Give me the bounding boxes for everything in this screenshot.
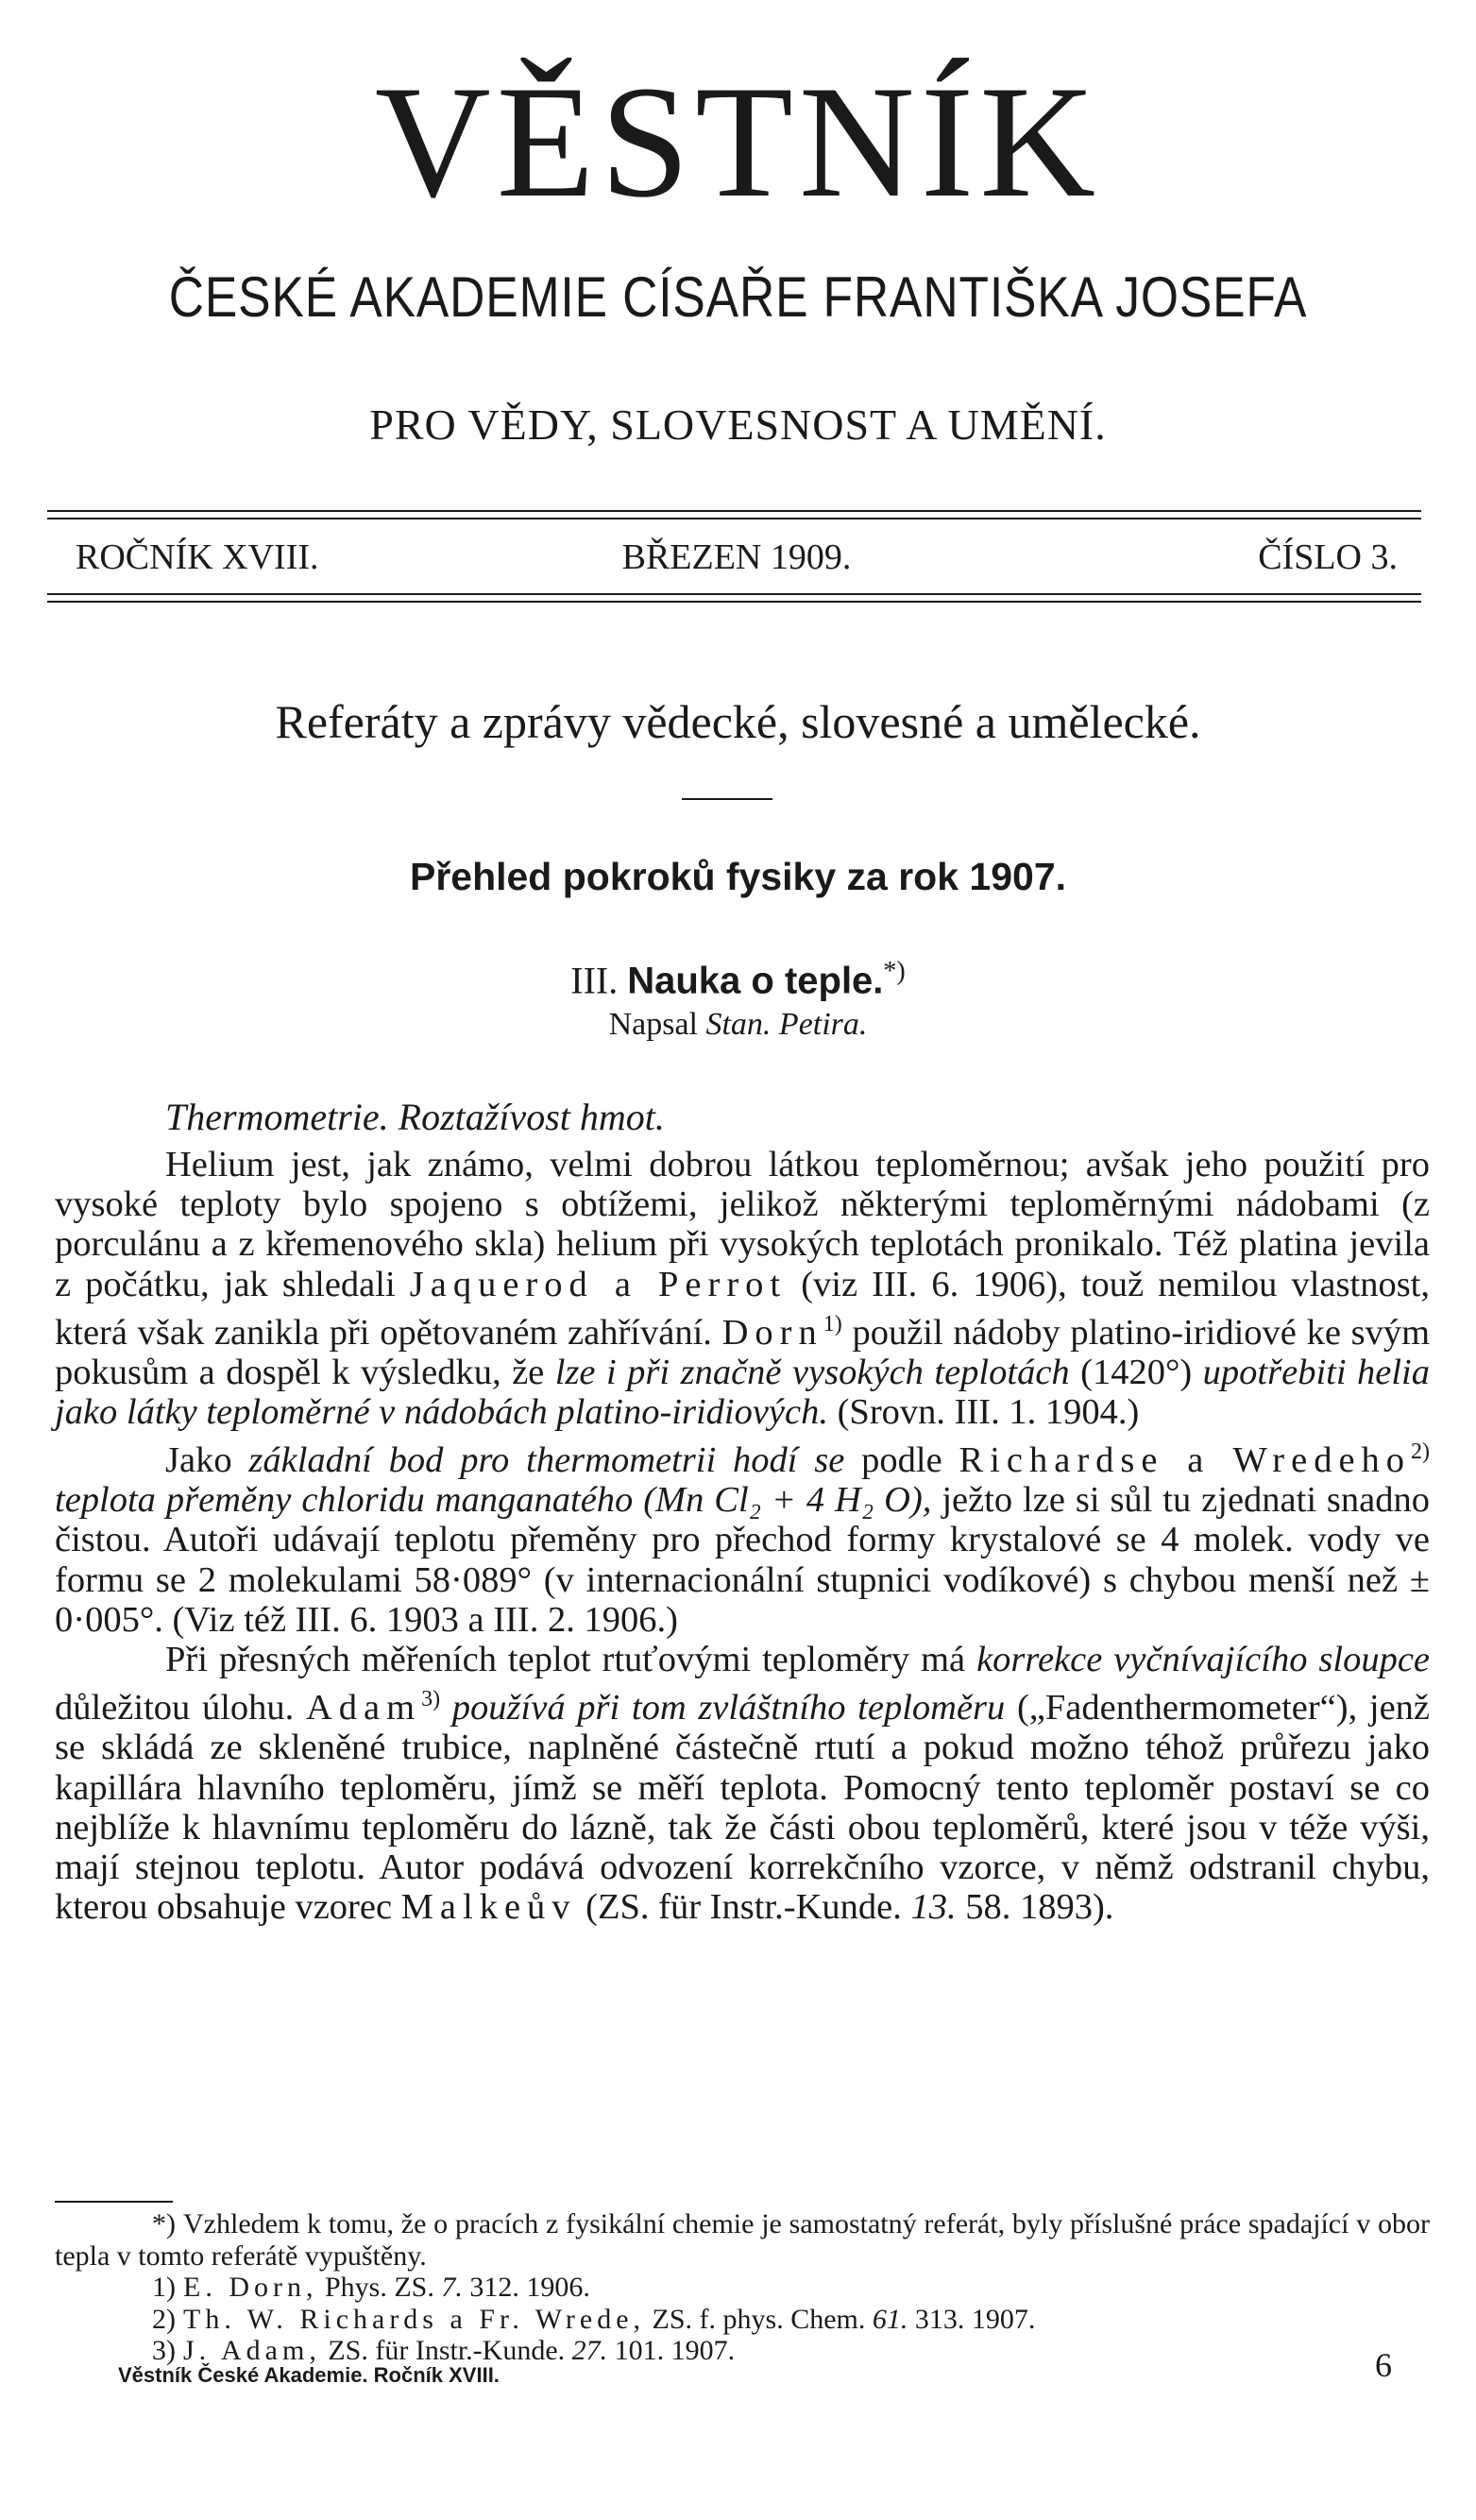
emphasis-run: základní bod pro thermometrii hodí se bbox=[248, 1440, 845, 1481]
text-run: (1420°) bbox=[1080, 1352, 1193, 1392]
author-ref-jaquerod-perrot: Jaquerod a Perrot bbox=[409, 1264, 788, 1304]
text-run: Helium jest, jak známo, velmi dobrou látkou teploměrnou; avšak jeho použití pro vysoké teploty bylo spojeno s obtížemi, jelikož některými teploměrnými nádobami (z porculánu a z křemenového skla) helium při vysokých teplotách pronikalo. Též platina jevila z počátku, jak shledali bbox=[55, 1145, 1430, 1304]
footnote-ref: 2) bbox=[1411, 1439, 1431, 1465]
paragraph-helium bbox=[55, 1145, 1430, 1432]
emphasis-run: korrekce vyčnívajícího sloupce bbox=[976, 1640, 1431, 1680]
footnote-marker: 1) bbox=[152, 2272, 176, 2303]
emphasis-run: upotřebiti helia jako látky teploměrné v nádobách platino-iridiových. bbox=[55, 1352, 1430, 1433]
article-body bbox=[55, 1145, 1430, 1927]
author-ref-adam: Adam bbox=[306, 1688, 422, 1728]
paragraph-thermometry bbox=[55, 1432, 1430, 1640]
footnote-text: 312. 1906. bbox=[469, 2272, 590, 2303]
footnote-text: ZS. für Instr.-Kunde. bbox=[328, 2335, 566, 2366]
issue-number: ČÍSLO 3. bbox=[1258, 537, 1398, 577]
author-prefix: Napsal bbox=[608, 1007, 698, 1042]
footnote-text: 313. 1907. bbox=[914, 2303, 1036, 2335]
issue-date: BŘEZEN 1909. bbox=[621, 537, 852, 577]
footnote-text: Phys. ZS. bbox=[324, 2272, 434, 2303]
header-rule-top bbox=[47, 510, 1421, 512]
text-run: (viz III. 6. 1906), touž nemilou vlastnost, která však zanikla při opětovaném zahřívání. bbox=[55, 1264, 1430, 1353]
author-line bbox=[0, 1004, 1476, 1046]
part-footnote-mark: *) bbox=[883, 957, 906, 986]
header-rule-bottom bbox=[47, 601, 1421, 603]
footnote-2 bbox=[55, 2304, 1430, 2336]
part-title bbox=[0, 947, 1476, 1005]
footer-journal: Věstník České Akademie. Ročník XVIII. bbox=[118, 2363, 500, 2387]
footnote-volume: 61. bbox=[872, 2303, 908, 2335]
part-numeral: III. bbox=[570, 959, 619, 1002]
author-name: Stan. Petira. bbox=[705, 1007, 868, 1042]
text-run: („Fadenthermometer“), jenž se skládá ze skleněné trubice, naplněné částečně rtutí a pokud možno téhož průřezu jako kapillára hlavního teploměru, jímž se měří teplota. Pomocný tento teploměr postaví se co nejblíže k hlavnímu teploměru do lázně, tak že části obou teploměrů, které jsou v téže výši, mají stejnou teplotu. Autor podává odvození korrekčního vzorce, v němž odstranil chybu, kterou obsahuje vzorec bbox=[55, 1688, 1431, 1928]
author-ref-richards-wrede: Richardse a Wredeho bbox=[959, 1440, 1412, 1481]
footnote-volume: 7. bbox=[441, 2272, 463, 2303]
chemical-formula: (Mn Cl₂ + 4 H₂ O), bbox=[643, 1480, 932, 1521]
footnote-1 bbox=[55, 2272, 1430, 2304]
section-title: Referáty a zprávy vědecké, slovesné a umělecké. bbox=[275, 695, 1201, 748]
header-rule-top-inner bbox=[47, 518, 1421, 519]
footnote-rule bbox=[55, 2201, 173, 2203]
text-run: důležitou úlohu. bbox=[55, 1688, 295, 1728]
footnote-author: Th. W. Richards a Fr. Wrede, bbox=[183, 2303, 646, 2335]
article-title: Přehled pokroků fysiky za rok 1907. bbox=[409, 855, 1067, 898]
text-run: (Srovn. III. 1. 1904.) bbox=[837, 1392, 1140, 1433]
footnote-ref: 3) bbox=[421, 1687, 441, 1712]
footnote-star bbox=[55, 2208, 1430, 2272]
text-run: Při přesných měřeních teplot rtuťovými teploměry má bbox=[165, 1640, 966, 1680]
issue-volume: ROČNÍK XVIII. bbox=[76, 537, 319, 577]
volume-number: 13. bbox=[910, 1887, 957, 1928]
masthead-academy: ČESKÉ AKADEMIE CÍSAŘE FRANTIŠKA JOSEFA bbox=[168, 265, 1308, 329]
emphasis-run: používá při tom zvláštního teploměru bbox=[451, 1688, 1006, 1728]
footnote-author: J. Adam, bbox=[183, 2335, 321, 2366]
part-name: Nauka o teple. bbox=[627, 960, 884, 1002]
text-run: 58. 1893). bbox=[965, 1887, 1114, 1928]
footnote-author: E. Dorn, bbox=[183, 2272, 318, 2303]
section-divider bbox=[682, 798, 772, 800]
page-number: 6 bbox=[1375, 2346, 1392, 2384]
text-run: ježto lze si sůl tu zjednati snadno čistou. Autoři udávají teplotu přeměny pro přechod formy krystalové se 4 molek. vody ve formu se 2 molekulami 58·089° (v internacionální stupnici vodíkové) s chybou menší než ± 0·005°. (Viz též III. 6. 1903 a III. 2. 1906.) bbox=[55, 1480, 1431, 1640]
text-run: použil nádoby platino-iridiové ke svým pokusům a dospěl k výsledku, že bbox=[55, 1312, 1431, 1392]
footnote-ref: 1) bbox=[823, 1311, 842, 1337]
emphasis-run: teplota přeměny chloridu manganatého bbox=[55, 1480, 634, 1521]
masthead-subtitle: PRO VĚDY, SLOVESNOST A UMĚNÍ. bbox=[369, 400, 1107, 449]
author-ref-malke: Malkeův bbox=[400, 1887, 577, 1928]
text-run: Jako bbox=[165, 1440, 232, 1481]
footnote-marker: 2) bbox=[152, 2303, 176, 2335]
paragraph-correction bbox=[55, 1640, 1430, 1927]
emphasis-run: lze i při značně vysokých teplotách bbox=[554, 1352, 1070, 1392]
text-run: (ZS. für Instr.-Kunde. bbox=[585, 1887, 902, 1928]
footnote-marker: *) bbox=[152, 2208, 176, 2239]
footnote-text: ZS. f. phys. Chem. bbox=[652, 2303, 866, 2335]
footnotes bbox=[55, 2208, 1430, 2367]
author-ref-dorn: Dorn bbox=[721, 1312, 823, 1353]
footnote-volume: 27. bbox=[571, 2335, 608, 2366]
masthead-title: VĚSTNÍK bbox=[374, 53, 1102, 230]
topic-heading: Thermometrie. Roztažívost hmot. bbox=[165, 1096, 665, 1138]
footnote-marker: 3) bbox=[152, 2335, 176, 2366]
header-rule-bottom-inner bbox=[47, 593, 1421, 595]
footnote-text: Vzhledem k tomu, že o pracích z fysikální chemie je samostatný referát, byly příslušné práce spadající v obor tepla v tomto referátě vypuštěny. bbox=[55, 2208, 1430, 2272]
footnote-text: 101. 1907. bbox=[614, 2335, 736, 2366]
text-run: podle bbox=[861, 1440, 942, 1481]
